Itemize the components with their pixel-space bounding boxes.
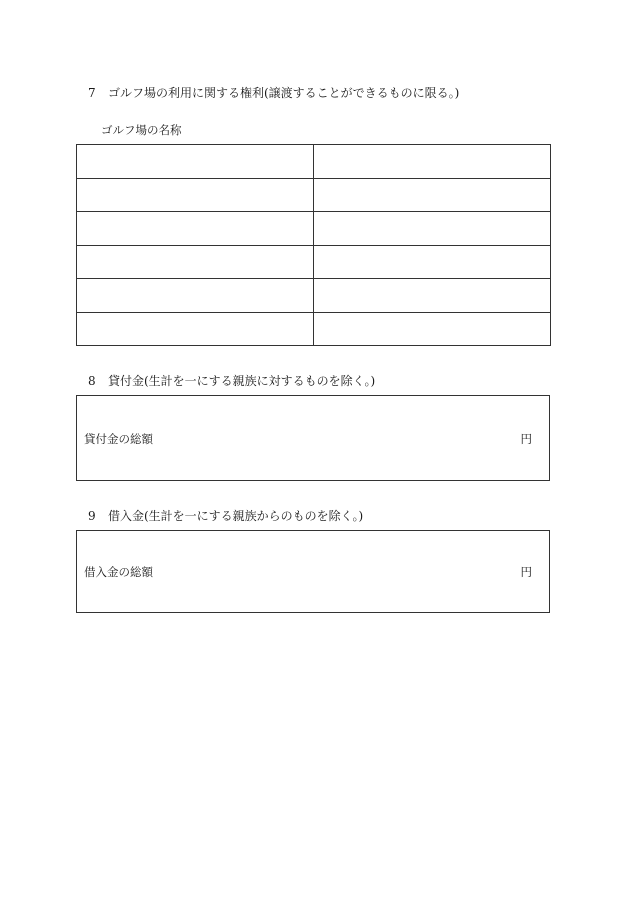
table-cell[interactable] bbox=[77, 279, 314, 313]
section-7-number: 7 bbox=[88, 86, 96, 100]
table-cell[interactable] bbox=[77, 178, 314, 212]
table-row bbox=[77, 312, 551, 346]
table-cell[interactable] bbox=[314, 279, 551, 313]
section-8-title: 貸付金(生計を一にする親族に対するものを除く。) bbox=[108, 374, 376, 388]
table-row bbox=[77, 178, 551, 212]
golf-course-name-label: ゴルフ場の名称 bbox=[101, 123, 182, 137]
section-9-title: 借入金(生計を一にする親族からのものを除く。) bbox=[108, 509, 364, 523]
loan-total-box[interactable] bbox=[76, 395, 550, 481]
section-8-heading bbox=[88, 374, 375, 388]
table-cell[interactable] bbox=[314, 245, 551, 279]
table-cell[interactable] bbox=[314, 212, 551, 246]
loan-yen-unit: 円 bbox=[520, 432, 532, 446]
borrowing-total-label: 借入金の総額 bbox=[84, 565, 153, 579]
table-cell[interactable] bbox=[314, 178, 551, 212]
table-row bbox=[77, 279, 551, 313]
table-cell[interactable] bbox=[314, 312, 551, 346]
table-cell[interactable] bbox=[77, 245, 314, 279]
section-7-title: ゴルフ場の利用に関する権利(譲渡することができるものに限る。) bbox=[108, 86, 460, 100]
borrowing-total-box[interactable] bbox=[76, 530, 550, 613]
table-cell[interactable] bbox=[77, 145, 314, 179]
section-9-number: 9 bbox=[88, 509, 96, 523]
section-9-heading bbox=[88, 509, 363, 523]
borrowing-yen-unit: 円 bbox=[520, 565, 532, 579]
table-cell[interactable] bbox=[77, 312, 314, 346]
section-7-heading bbox=[88, 86, 459, 100]
table-row bbox=[77, 212, 551, 246]
table-row bbox=[77, 245, 551, 279]
table-row bbox=[77, 145, 551, 179]
table-cell[interactable] bbox=[77, 212, 314, 246]
table-cell[interactable] bbox=[314, 145, 551, 179]
loan-total-label: 貸付金の総額 bbox=[84, 432, 153, 446]
section-8-number: 8 bbox=[88, 374, 96, 388]
golf-course-table bbox=[76, 144, 551, 346]
